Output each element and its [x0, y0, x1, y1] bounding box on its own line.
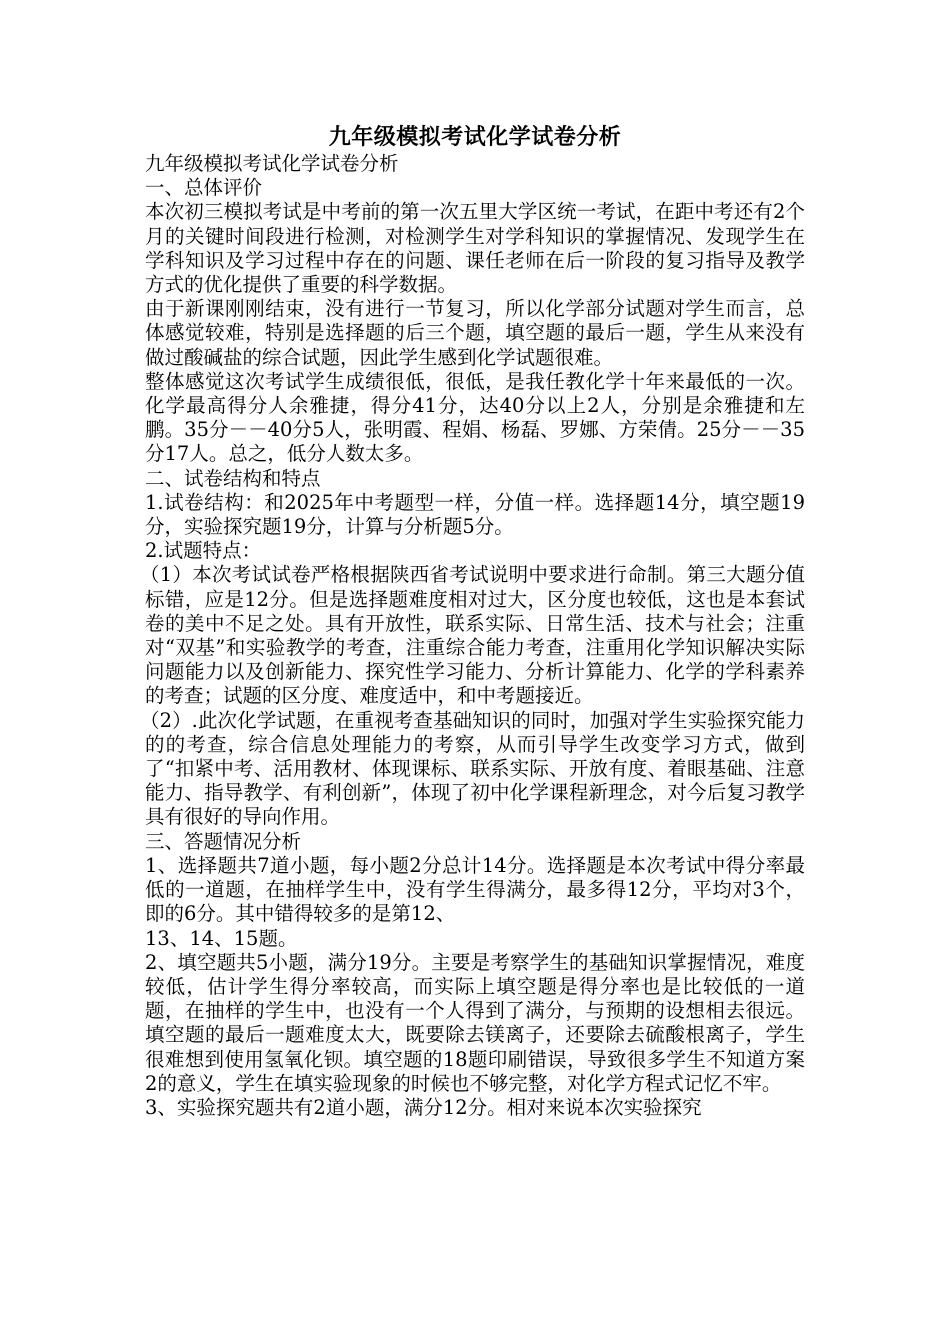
paragraph-experiment-questions: 3、实验探究题共有2道小题，满分12分。相对来说本次实验探究: [145, 1095, 702, 1119]
paragraph-choice-questions-cont: 13、14、15题。: [145, 926, 298, 950]
paragraph-fill-in-questions: 2、填空题共5小题，满分19分。主要是考察学生的基础知识掌握情况，难度较低，估计学生得分率较高，而实际上填空题是得分率也是比较低的一道题，在抽样的学生中，也没有一个人得到了满分，与预期的设想相去很远。填空题的最后一题难度太大，既要除去镁离子，还要除去硫酸根离子，学生很难想到使用氢氧化钡。填空题的18题印刷错误，导致很多学生不知道方案2的意义，学生在填实验现象的时候也不够完整，对化学方程式记忆不牢。: [145, 950, 805, 1095]
section-heading-answers: 三、答题情况分析: [145, 829, 302, 853]
paragraph-paper-structure: 1.试卷结构：和2025年中考题型一样，分值一样。选择题14分，填空题19分，实验探究题19分，计算与分析题5分。: [145, 490, 805, 539]
paragraph-difficulty: 由于新课刚刚结束，没有进行一节复习，所以化学部分试题对学生而言，总体感觉较难，特别是选择题的后三个题，填空题的最后一题，学生从来没有做过酸碱盐的综合试题，因此学生感到化学试题很难。: [145, 297, 805, 369]
section-heading-overall: 一、总体评价: [145, 176, 263, 200]
paragraph-choice-questions: 1、选择题共7道小题，每小题2分总计14分。选择题是本次考试中得分率最低的一道题，在抽样学生中，没有学生得满分，最多得12分，平均对3个，即的6分。其中错得较多的是第12、: [145, 853, 805, 926]
section-heading-structure: 二、试卷结构和特点: [145, 466, 321, 490]
paragraph-feature-2: （2）.此次化学试题，在重视考查基础知识的同时，加强对学生实验探究能力的的考查，综合信息处理能力的考察，从而引导学生改变学习方式，做到了“扣紧中考、活用教材、体现课标、联系实际、开放有度、着眼基础、注意能力、指导教学、有利创新”，体现了初中化学课程新理念，对今后复习教学具有很好的导向作用。: [140, 708, 805, 829]
subtitle-line: 九年级模拟考试化学试卷分析: [145, 152, 399, 175]
paragraph-exam-purpose: 本次初三模拟考试是中考前的第一次五里大学区统一考试，在距中考还有2个月的关键时间段进行检测，对检测学生对学科知识的掌握情况、发现学生在学科知识及学习过程中存在的问题、课任老师在后一阶段的复习指导及教学方式的优化提供了重要的科学数据。: [145, 200, 805, 297]
paragraph-scores: 整体感觉这次考试学生成绩很低，很低，是我任教化学十年来最低的一次。化学最高得分人余雅捷，得分41分，达40分以上2人，分别是余雅捷和左鹏。35分－－40分5人，张明霞、程娟、杨磊、罗娜、方荣倩。25分－－35分17人。总之，低分人数太多。: [145, 369, 805, 466]
document-body: [140, 152, 805, 1120]
document-title: 九年级模拟考试化学试卷分析: [328, 124, 622, 150]
paragraph-feature-1: （1）本次考试试卷严格根据陕西省考试说明中要求进行命制。第三大题分值标错，应是12分。但是选择题难度相对过大，区分度也较低，这也是本套试卷的美中不足之处。具有开放性，联系实际、日常生活、技术与社会；注重对“双基”和实验教学的考查，注重综合能力考查，注重用化学知识解决实际问题能力以及创新能力、探究性学习能力、分析计算能力、化学的学科素养的考查；试题的区分度、难度适中，和中考题接近。: [140, 563, 805, 708]
paragraph-features-heading: 2.试题特点：: [145, 539, 262, 563]
